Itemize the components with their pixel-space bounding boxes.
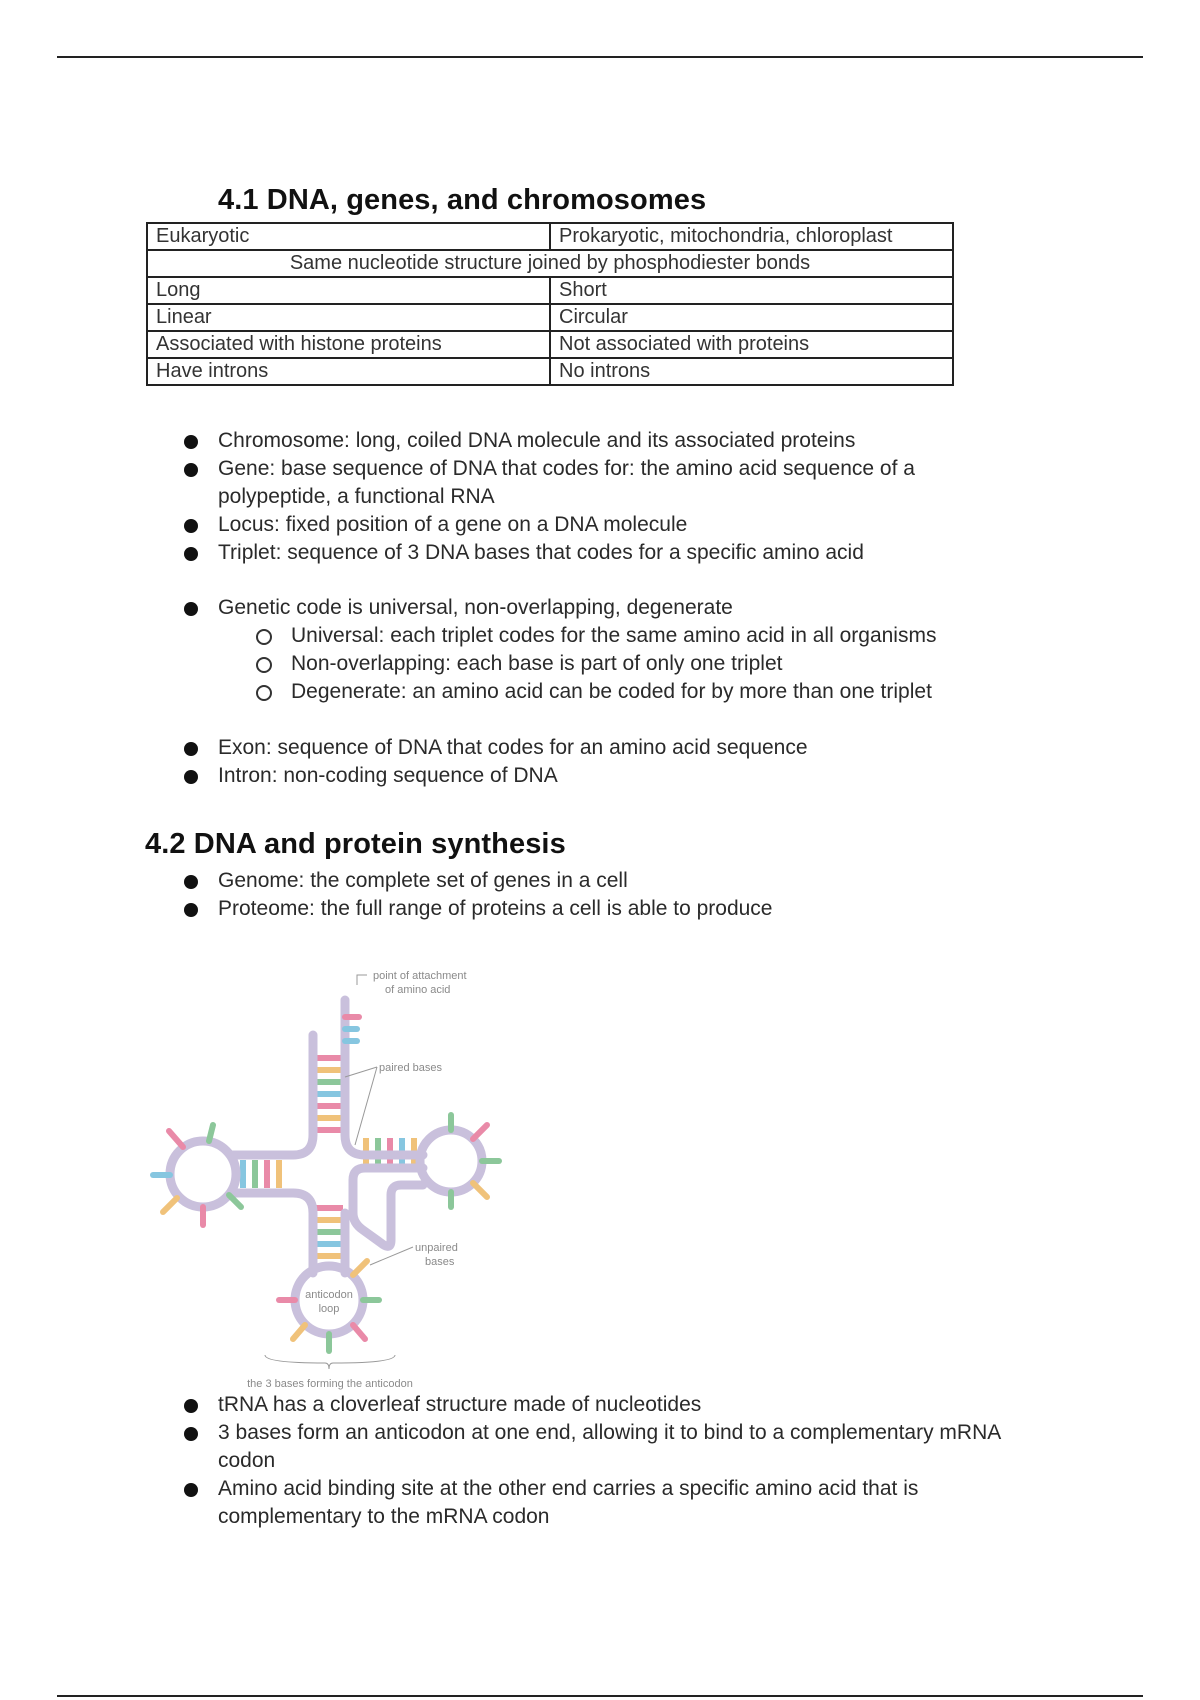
table-cell: Linear xyxy=(147,304,550,331)
label-anticodon-loop-line1: anticodon xyxy=(305,1289,353,1301)
table-row xyxy=(147,250,953,277)
table-row xyxy=(147,358,953,385)
exon-intron-list xyxy=(218,734,1018,790)
list-item: Proteome: the full range of proteins a cell is able to produce xyxy=(218,895,1018,923)
sub-list-item: Non-overlapping: each base is part of only one triplet xyxy=(291,650,1018,678)
table-cell-shared: Same nucleotide structure joined by phosphodiester bonds xyxy=(147,250,953,277)
label-anticodon-bases: the 3 bases forming the anticodon xyxy=(247,1378,413,1390)
section-heading-4-2: 4.2 DNA and protein synthesis xyxy=(145,828,566,860)
list-item: Intron: non-coding sequence of DNA xyxy=(218,762,1018,790)
genetic-code-list xyxy=(218,594,1018,706)
top-rule xyxy=(57,56,1143,58)
list-item: Genome: the complete set of genes in a cell xyxy=(218,867,1018,895)
bottom-rule xyxy=(57,1695,1143,1697)
genetic-code-sublist xyxy=(218,622,1018,706)
list-item: 3 bases form an anticodon at one end, allowing it to bind to a complementary mRNA codon xyxy=(218,1419,1018,1475)
label-unpaired-line1: unpaired xyxy=(415,1242,458,1254)
list-item: Amino acid binding site at the other end carries a specific amino acid that is complementary to the mRNA codon xyxy=(218,1475,1018,1531)
list-item: Chromosome: long, coiled DNA molecule and its associated proteins xyxy=(218,427,1018,455)
label-attachment-line2: of amino acid xyxy=(385,984,451,996)
list-item: tRNA has a cloverleaf structure made of nucleotides xyxy=(218,1391,1018,1419)
label-unpaired-line2: bases xyxy=(425,1256,455,1268)
definitions-list xyxy=(218,427,1018,567)
list-item: Gene: base sequence of DNA that codes for: the amino acid sequence of a polypeptide, a functional RNA xyxy=(218,455,1018,511)
list-item: Locus: fixed position of a gene on a DNA molecule xyxy=(218,511,1018,539)
list-item: Exon: sequence of DNA that codes for an amino acid sequence xyxy=(218,734,1018,762)
trna-cloverleaf-diagram xyxy=(145,955,545,1395)
label-anticodon-loop-line2: loop xyxy=(318,1303,340,1315)
table-cell: Long xyxy=(147,277,550,304)
table-cell: Eukaryotic xyxy=(147,223,550,250)
table-cell: Prokaryotic, mitochondria, chloroplast xyxy=(550,223,953,250)
table-cell: No introns xyxy=(550,358,953,385)
label-attachment-line1: point of attachment xyxy=(373,970,467,982)
list-item: Triplet: sequence of 3 DNA bases that codes for a specific amino acid xyxy=(218,539,1018,567)
genome-proteome-list xyxy=(218,867,1018,923)
table-row xyxy=(147,277,953,304)
sub-list-item: Degenerate: an amino acid can be coded for by more than one triplet xyxy=(291,678,1018,706)
list-item xyxy=(218,594,1018,706)
trna-points-list xyxy=(218,1391,1018,1531)
table-cell: Circular xyxy=(550,304,953,331)
table-row xyxy=(147,331,953,358)
dna-comparison-table xyxy=(146,222,954,386)
table-row xyxy=(147,223,953,250)
table-cell: Short xyxy=(550,277,953,304)
table-row xyxy=(147,304,953,331)
table-cell: Associated with histone proteins xyxy=(147,331,550,358)
table-cell: Not associated with proteins xyxy=(550,331,953,358)
genetic-code-main: Genetic code is universal, non-overlapping, degenerate xyxy=(218,596,733,619)
label-paired-bases: paired bases xyxy=(379,1062,442,1074)
table-cell: Have introns xyxy=(147,358,550,385)
sub-list-item: Universal: each triplet codes for the same amino acid in all organisms xyxy=(291,622,1018,650)
section-heading-4-1: 4.1 DNA, genes, and chromosomes xyxy=(218,184,707,216)
